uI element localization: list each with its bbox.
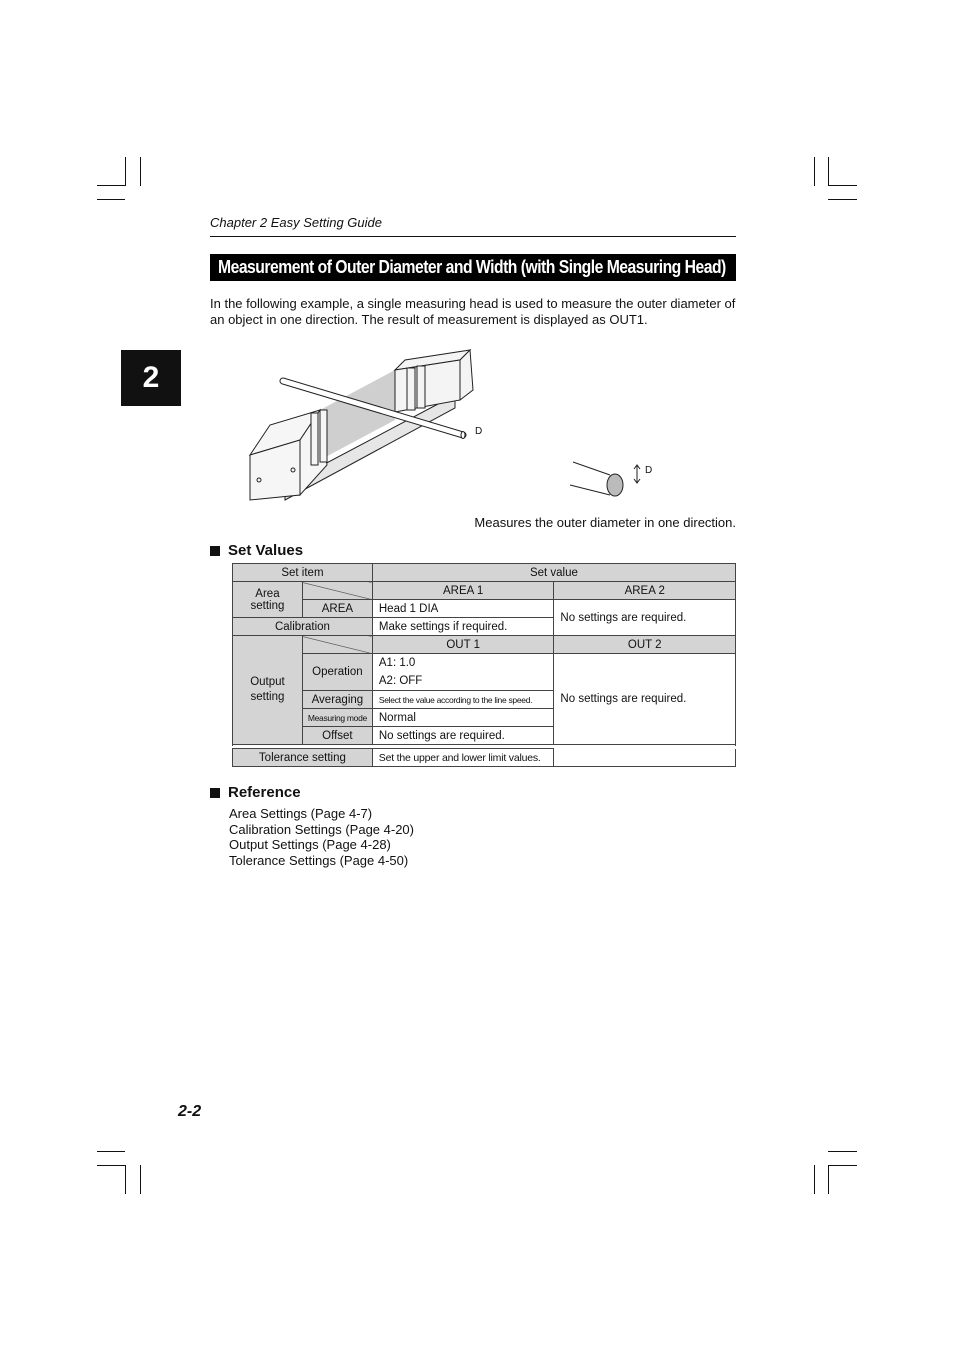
measuring-head-illustration [245, 340, 665, 505]
set-values-heading [210, 542, 303, 559]
bullet-square-icon [210, 546, 220, 556]
table-header-cell: Set value [372, 564, 735, 582]
table-cell: AREA [302, 600, 372, 618]
table-header-cell: OUT 2 [554, 636, 736, 654]
receiver-head [395, 350, 473, 412]
operation-a2: A2: OFF [378, 675, 423, 687]
table-row [233, 654, 736, 691]
page-title [210, 254, 736, 281]
table-cell: Make settings if required. [372, 618, 554, 636]
table-cell: Calibration [233, 618, 373, 636]
reference-heading-text: Reference [228, 784, 301, 801]
diagonal-cell [302, 636, 372, 654]
reference-heading [210, 784, 301, 801]
table-cell: Output setting [233, 636, 303, 745]
set-values-heading-text: Set Values [228, 542, 304, 559]
table-cell [372, 654, 554, 691]
table-row [233, 636, 736, 654]
table-cell: Operation [302, 654, 372, 691]
table-cell: Area setting [233, 582, 303, 618]
table-cell: Set the upper and lower limit values. [372, 749, 554, 767]
reference-link[interactable]: Output Settings (Page 4-28) [229, 837, 391, 853]
table-cell [554, 749, 736, 767]
label-d2: D [645, 465, 653, 476]
tolerance-row-table [232, 748, 736, 767]
page-title-text: Measurement of Outer Diameter and Width (with Single Measuring Head) [218, 256, 726, 277]
table-cell: Normal [372, 709, 554, 727]
table-cell: Select the value according to the line speed. [372, 691, 554, 709]
table-header-cell: OUT 1 [372, 636, 554, 654]
reference-list [229, 806, 414, 869]
table-cell: Head 1 DIA [372, 600, 554, 618]
table-header-cell: AREA 1 [372, 582, 554, 600]
table-row [233, 600, 736, 618]
page-number: 2-2 [178, 1103, 202, 1120]
table-header-cell: Set item [233, 564, 373, 582]
table-cell: Measuring mode [302, 709, 372, 727]
reference-link[interactable]: Area Settings (Page 4-7) [229, 806, 373, 821]
cylinder-detail [570, 462, 640, 496]
emitter-head [250, 410, 327, 500]
table-cell: No settings are required. [372, 727, 554, 745]
chapter-header: Chapter 2 Easy Setting Guide [210, 215, 736, 237]
table-cell: Offset [302, 727, 372, 745]
table-cell: No settings are required. [554, 600, 736, 636]
table-cell: No settings are required. [554, 654, 736, 745]
set-values-table [232, 563, 736, 745]
label-d1: D [475, 426, 483, 437]
table-cell: Tolerance setting [233, 749, 373, 767]
bullet-square-icon [210, 788, 220, 798]
table-header-cell: AREA 2 [554, 582, 736, 600]
table-row [233, 564, 736, 582]
diagonal-cell [302, 582, 372, 600]
chapter-tab: 2 [121, 350, 181, 406]
operation-a1: A1: 1.0 [378, 657, 416, 669]
figure-caption: Measures the outer diameter in one direction. [474, 515, 736, 530]
table-row [233, 582, 736, 600]
table-row [233, 749, 736, 767]
reference-link[interactable]: Calibration Settings (Page 4-20) [229, 821, 414, 837]
reference-link[interactable]: Tolerance Settings (Page 4-50) [229, 853, 409, 869]
table-cell: Averaging [302, 691, 372, 709]
intro-paragraph: In the following example, a single measuring head is used to measure the outer diameter of an object in one direction. The result of measurement is displayed as OUT1. [210, 296, 736, 327]
